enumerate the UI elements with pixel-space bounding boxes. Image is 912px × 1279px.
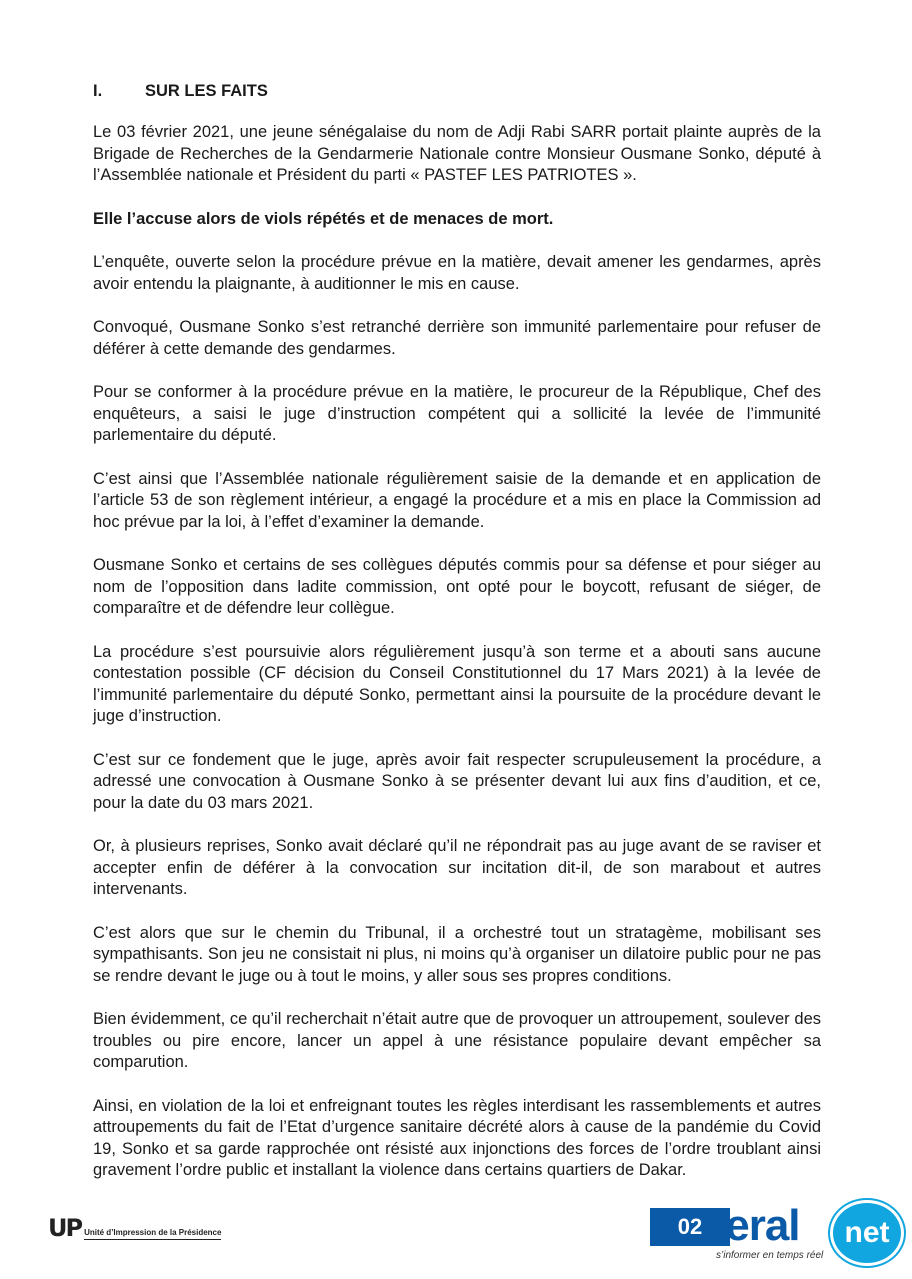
paragraph: Convoqué, Ousmane Sonko s’est retranché derrière son immunité parlementaire pour refuser de déférer à cette demande des gendarmes. xyxy=(93,318,821,358)
section-number: I. xyxy=(93,82,103,100)
paragraph: Or, à plusieurs reprises, Sonko avait déclaré qu’il ne répondrait pas au juge avant de se raviser et accepter enfin de déférer à la convocation sur incitation dit-il, de son marabout et autres intervenants. xyxy=(93,837,821,898)
paragraph: C’est sur ce fondement que le juge, après avoir fait respecter scrupuleusement la procédure, a adressé une convocation à Ousmane Sonko à se présenter devant lui aux fins d’audition, et ce, pour la date du 03 mars 2021. xyxy=(93,750,821,812)
paragraph: L’enquête, ouverte selon la procédure prévue en la matière, devait amener les gendarmes, après avoir entendu la plaignante, à auditionner le mis en cause. xyxy=(93,253,821,293)
printer-logo-mark: UP xyxy=(48,1214,82,1242)
paragraph: Pour se conformer à la procédure prévue en la matière, le procureur de la République, Chef des enquêteurs, a saisi le juge d’instruction compétent qui a sollicité la levée de l’immunité parlementaire du député. xyxy=(93,383,821,444)
paragraph: La procédure s’est poursuivie alors régulièrement jusqu’à son terme et a abouti sans aucune contestation possible (CF décision du Conseil Constitutionnel du 17 Mars 2021) à la levée de l’immunité parlementaire du député Sonko, permettant ainsi la poursuite de la procédure devant le juge d’instruction. xyxy=(93,642,821,725)
net-badge-text: net xyxy=(844,1216,890,1249)
document-body xyxy=(93,80,821,1204)
brand-tagline: s’informer en temps réel xyxy=(716,1250,824,1261)
paragraph: Le 03 février 2021, une jeune sénégalaise du nom de Adji Rabi SARR portait plainte auprès de la Brigade de Recherches de la Gendarmerie Nationale contre Monsieur Ousmane Sonko, député à l’Assemblée nationale et Président du parti « PASTEF LES PATRIOTES ». xyxy=(93,123,821,184)
paragraph: C’est alors que sur le chemin du Tribunal, il a orchestré tout un stratagème, mobilisant ses sympathisants. Son jeu ne consistait ni plus, ni moins qu’à organiser un dilatoire public pour ne pas se rendre devant le juge ou à tout le moins, y aller sous ses propres conditions. xyxy=(93,923,821,985)
printer-logo xyxy=(48,1212,221,1240)
section-title: SUR LES FAITS xyxy=(145,82,268,100)
leral-logo xyxy=(712,1201,908,1264)
section-heading xyxy=(93,80,821,102)
paragraph-list xyxy=(93,122,821,1182)
paragraph: Ousmane Sonko et certains de ses collègues députés commis pour sa défense et pour siéger au nom de l’opposition dans ladite commission, ont opté pour le boycott, refusant de siéger, de comparaître et de défendre leur collègue. xyxy=(93,556,821,617)
paragraph: C’est ainsi que l’Assemblée nationale régulièrement saisie de la demande et en application de l’article 53 de son règlement intérieur, a engagé la procédure et a mis en place la Commission ad hoc prévue par la loi, à l’effet d’examiner la demande. xyxy=(93,469,821,531)
paragraph: Bien évidemment, ce qu’il recherchait n’était autre que de provoquer un attroupement, soulever des troubles ou pire encore, lancer un appel à une résistance populaire devant empêcher sa comparution. xyxy=(93,1010,821,1071)
net-badge xyxy=(830,1200,904,1266)
printer-caption: Unité d’Impression de la Présidence xyxy=(84,1228,221,1240)
paragraph: Ainsi, en violation de la loi et enfreignant toutes les règles interdisant les rassemblements et autres attroupements du fait de l’Etat d’urgence sanitaire décrété alors à cause de la pandémie du Covid 19, Sonko et sa garde rapprochée ont résisté aux injonctions des forces de l’ordre troublant ainsi gravement l’ordre public et installant la violence dans certains quartiers de Dakar. xyxy=(93,1096,821,1179)
leral-wordmark: leral xyxy=(714,1201,800,1250)
page-number-text: 02 xyxy=(677,1214,703,1239)
emphasis-paragraph: Elle l’accuse alors de viols répétés et de menaces de mort. xyxy=(93,209,554,228)
